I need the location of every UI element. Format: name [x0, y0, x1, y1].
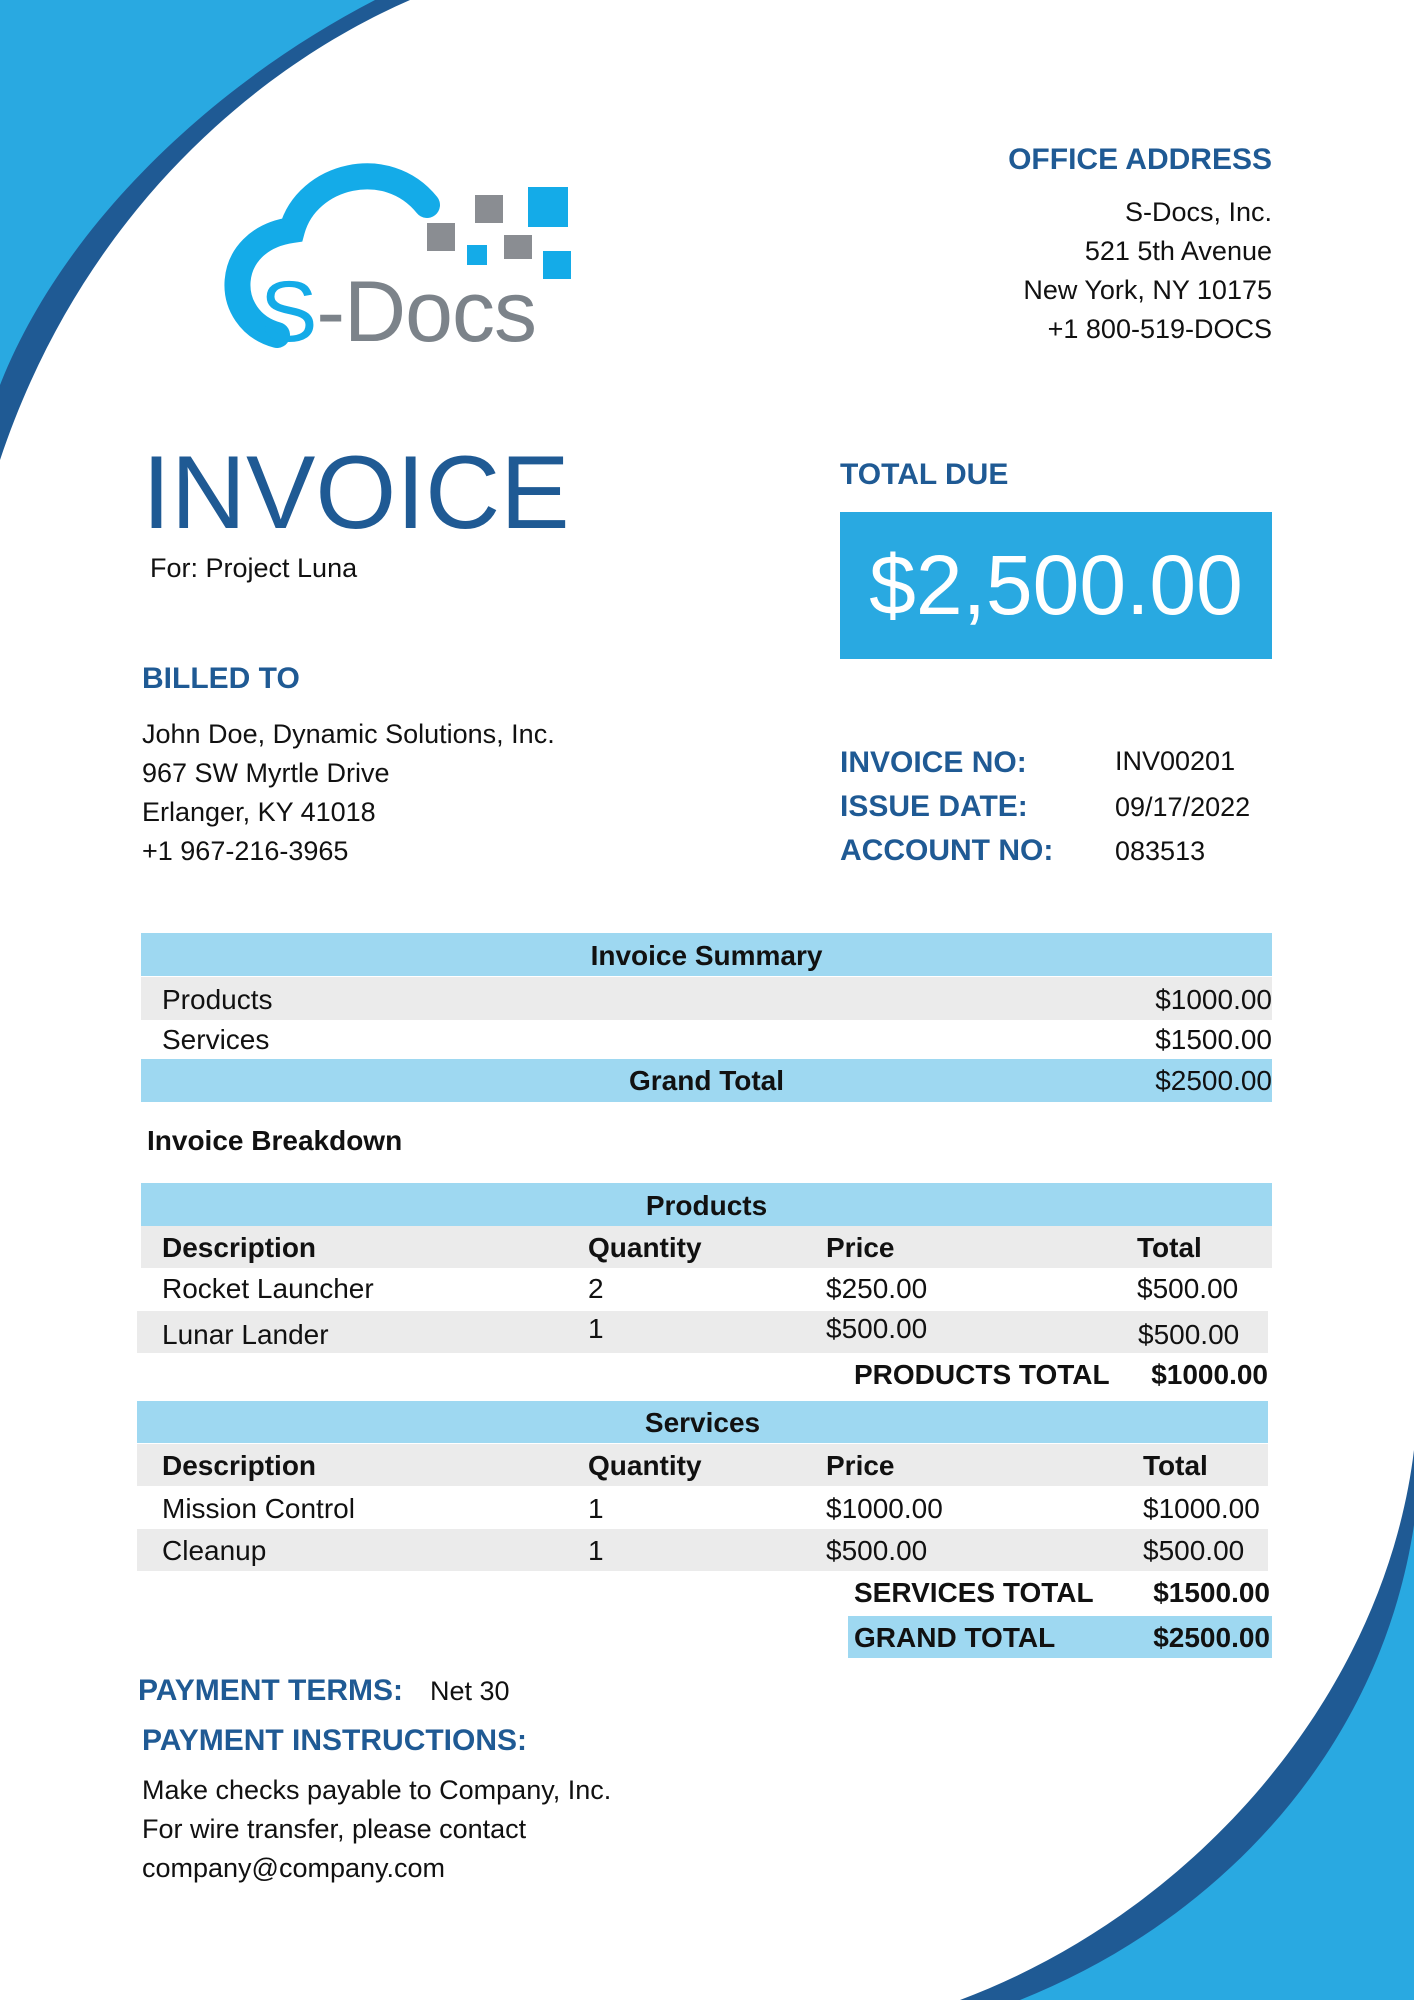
- breakdown-title: Invoice Breakdown: [147, 1125, 403, 1156]
- services-total-value: $1500.00: [1153, 1577, 1270, 1608]
- products-total-value: $1000.00: [1151, 1359, 1268, 1390]
- table-row: [137, 1486, 1268, 1528]
- summary-row-value: $1000.00: [1155, 984, 1272, 1015]
- account-no-label: ACCOUNT NO:: [840, 834, 1054, 867]
- billed-to-block: [142, 715, 555, 871]
- services-title: Services: [644, 1407, 761, 1438]
- col-quantity: Quantity: [588, 1232, 702, 1263]
- instruction-line: For wire transfer, please contact: [142, 1814, 527, 1844]
- item-price: $1000.00: [826, 1493, 943, 1524]
- grand-total-value: $2500.00: [1153, 1622, 1270, 1653]
- issue-date-label: ISSUE DATE:: [840, 790, 1028, 823]
- col-description: Description: [162, 1450, 317, 1481]
- instruction-line: company@company.com: [142, 1853, 446, 1883]
- item-price: $500.00: [826, 1535, 928, 1566]
- products-total-label: PRODUCTS TOTAL: [854, 1359, 1110, 1390]
- total-due-amount: $2,500.00: [869, 538, 1243, 632]
- col-price: Price: [826, 1450, 895, 1481]
- payment-instructions-block: [142, 1771, 611, 1888]
- issue-date-value: 09/17/2022: [1115, 792, 1251, 822]
- office-line: +1 800-519-DOCS: [1047, 314, 1272, 344]
- office-line: New York, NY 10175: [1023, 275, 1272, 305]
- summary-row-label: Products: [162, 984, 273, 1015]
- col-price: Price: [826, 1232, 895, 1263]
- office-line: 521 5th Avenue: [1084, 236, 1272, 266]
- invoice-for: For: Project Luna: [150, 553, 358, 583]
- item-quantity: 1: [588, 1493, 604, 1524]
- invoice-no-value: INV00201: [1115, 746, 1236, 776]
- office-address-block: [1023, 193, 1272, 349]
- payment-terms-label: PAYMENT TERMS:: [138, 1674, 404, 1707]
- item-total: $500.00: [1143, 1535, 1245, 1566]
- payment-terms-value: Net 30: [430, 1676, 510, 1706]
- logo-wordmark: S-Docs: [260, 264, 536, 360]
- instruction-line: Make checks payable to Company, Inc.: [142, 1775, 612, 1805]
- services-column-headers: [137, 1444, 1268, 1486]
- billed-line: +1 967-216-3965: [142, 836, 349, 866]
- item-total: $500.00: [1137, 1273, 1239, 1304]
- table-row: [137, 1311, 1268, 1353]
- col-description: Description: [162, 1232, 317, 1263]
- summary-row-value: $1500.00: [1155, 1024, 1272, 1055]
- item-price: $250.00: [826, 1273, 928, 1304]
- col-total: Total: [1137, 1232, 1202, 1263]
- invoice-no-label: INVOICE NO:: [840, 746, 1027, 779]
- products-column-headers: [141, 1226, 1272, 1268]
- item-quantity: 2: [588, 1273, 604, 1304]
- col-quantity: Quantity: [588, 1450, 702, 1481]
- item-total: $1000.00: [1143, 1493, 1260, 1524]
- total-due-box: [840, 512, 1272, 659]
- total-due-label: TOTAL DUE: [840, 458, 1009, 491]
- billed-line: Erlanger, KY 41018: [142, 797, 376, 827]
- grand-total-row: [848, 1616, 1272, 1658]
- account-no-value: 083513: [1115, 836, 1206, 866]
- billed-to-heading: BILLED TO: [142, 662, 300, 695]
- services-header: [137, 1401, 1268, 1443]
- item-description: Cleanup: [162, 1535, 267, 1566]
- item-description: Rocket Launcher: [162, 1273, 374, 1304]
- table-row: [137, 1529, 1268, 1571]
- office-line: S-Docs, Inc.: [1124, 197, 1272, 227]
- item-quantity: 1: [588, 1313, 604, 1344]
- summary-grand-label: Grand Total: [628, 1065, 785, 1096]
- summary-grand-total-row: [141, 1059, 1272, 1102]
- summary-header: [141, 933, 1272, 976]
- summary-row-label: Services: [162, 1024, 270, 1055]
- products-title: Products: [645, 1190, 768, 1221]
- item-quantity: 1: [588, 1535, 604, 1566]
- item-total: $500.00: [1138, 1319, 1240, 1350]
- billed-line: 967 SW Myrtle Drive: [142, 758, 390, 788]
- payment-instructions-label: PAYMENT INSTRUCTIONS:: [142, 1724, 528, 1757]
- grand-total-label: GRAND TOTAL: [854, 1622, 1056, 1653]
- summary-grand-value: $2500.00: [1155, 1065, 1272, 1096]
- services-total-label: SERVICES TOTAL: [854, 1577, 1094, 1608]
- table-row: [141, 1268, 1272, 1310]
- summary-row: [141, 977, 1272, 1020]
- col-total: Total: [1143, 1450, 1208, 1481]
- summary-row: [141, 1020, 1272, 1058]
- products-header: [141, 1183, 1272, 1226]
- invoice-title: INVOICE: [142, 435, 570, 551]
- billed-line: John Doe, Dynamic Solutions, Inc.: [142, 719, 555, 749]
- item-description: Lunar Lander: [162, 1319, 329, 1350]
- office-address-heading: OFFICE ADDRESS: [1008, 143, 1272, 176]
- summary-title: Invoice Summary: [590, 940, 823, 971]
- company-logo: [222, 145, 582, 360]
- item-description: Mission Control: [162, 1493, 355, 1524]
- item-price: $500.00: [826, 1313, 928, 1344]
